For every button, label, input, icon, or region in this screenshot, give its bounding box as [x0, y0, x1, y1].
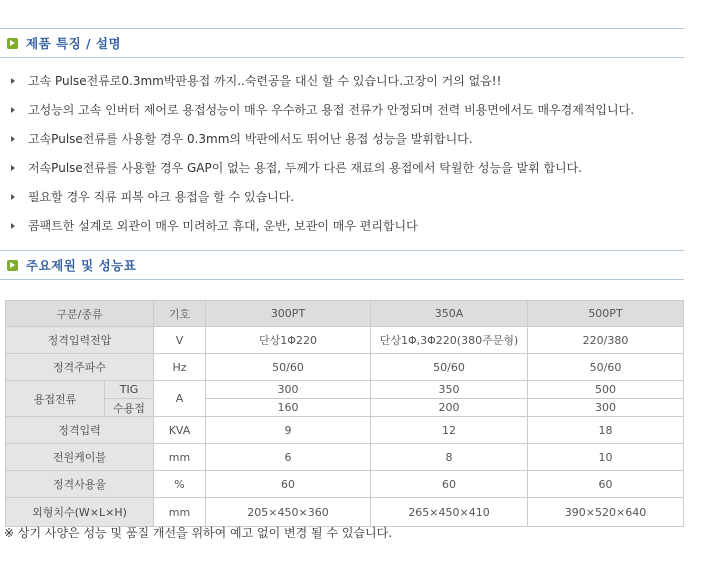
triangle-bullet-icon	[11, 165, 15, 171]
table-cell: 18	[528, 417, 684, 444]
table-row	[6, 381, 684, 399]
sub-row-label: 수용접	[105, 399, 154, 417]
row-symbol: A	[154, 381, 206, 417]
table-cell: 200	[371, 399, 528, 417]
row-label: 전원케이블	[6, 444, 154, 471]
feature-text: 저속Pulse전류를 사용할 경우 GAP이 없는 용접, 두께가 다른 재료의 용접에서 탁월한 성능을 발휘 합니다.	[28, 161, 583, 175]
table-cell: 12	[371, 417, 528, 444]
arrow-bullet-icon	[7, 38, 18, 49]
table-cell: 6	[206, 444, 371, 471]
header-model-350a: 350A	[371, 301, 528, 327]
row-symbol: mm	[154, 444, 206, 471]
table-cell: 단상1Φ,3Φ220(380주문형)	[371, 327, 528, 354]
table-cell: 단상1Φ220	[206, 327, 371, 354]
section-divider	[0, 279, 684, 280]
header-symbol: 기호	[154, 301, 206, 327]
triangle-bullet-icon	[11, 78, 15, 84]
spec-table	[5, 300, 684, 527]
table-cell: 50/60	[206, 354, 371, 381]
table-cell: 60	[206, 471, 371, 498]
row-symbol: KVA	[154, 417, 206, 444]
section-header-specs	[0, 251, 684, 279]
row-symbol: mm	[154, 498, 206, 527]
table-cell: 50/60	[371, 354, 528, 381]
row-label: 용접전류	[6, 381, 105, 417]
table-cell: 300	[206, 381, 371, 399]
section-title-features: 제품 특징 / 설명	[26, 36, 122, 51]
row-label: 정격주파수	[6, 354, 154, 381]
header-model-500pt: 500PT	[528, 301, 684, 327]
table-row	[6, 471, 684, 498]
row-label: 정격입력	[6, 417, 154, 444]
table-row	[6, 417, 684, 444]
table-cell: 500	[528, 381, 684, 399]
table-cell: 300	[528, 399, 684, 417]
row-symbol: %	[154, 471, 206, 498]
triangle-bullet-icon	[11, 194, 15, 200]
feature-text: 고속 Pulse전류로0.3mm박판용접 까지..숙련공을 대신 할 수 있습니다.고장이 거의 없음!!	[28, 74, 502, 88]
table-cell: 9	[206, 417, 371, 444]
table-cell: 390×520×640	[528, 498, 684, 527]
list-item	[0, 66, 684, 95]
header-category: 구분/종류	[6, 301, 154, 327]
list-item	[0, 182, 684, 211]
section-header-features	[0, 29, 684, 57]
table-row	[6, 354, 684, 381]
row-label: 정격사용율	[6, 471, 154, 498]
row-symbol: Hz	[154, 354, 206, 381]
table-cell: 205×450×360	[206, 498, 371, 527]
table-cell: 220/380	[528, 327, 684, 354]
table-cell: 60	[371, 471, 528, 498]
table-cell: 10	[528, 444, 684, 471]
section-divider	[0, 57, 684, 58]
feature-text: 콤팩트한 설계로 외관이 매우 미려하고 휴대, 운반, 보관이 매우 편리합니다	[28, 219, 418, 233]
triangle-bullet-icon	[11, 136, 15, 142]
section-title-specs: 주요제원 및 성능표	[26, 258, 137, 273]
table-cell: 265×450×410	[371, 498, 528, 527]
list-item	[0, 124, 684, 153]
table-cell: 60	[528, 471, 684, 498]
spec-change-note: ※ 상기 사양은 성능 및 품질 개선을 위하여 예고 없이 변경 될 수 있습니다.	[4, 526, 393, 540]
triangle-bullet-icon	[11, 107, 15, 113]
header-model-300pt: 300PT	[206, 301, 371, 327]
row-label: 정격입력전압	[6, 327, 154, 354]
table-header-row	[6, 301, 684, 327]
table-row	[6, 399, 684, 417]
feature-text: 필요할 경우 직류 피복 아크 용접을 할 수 있습니다.	[28, 190, 295, 204]
feature-text: 고성능의 고속 인버터 제어로 용접성능이 매우 우수하고 용접 전류가 안정되며 전력 비용면에서도 매우경제적입니다.	[28, 103, 635, 117]
row-label: 외형치수(W×L×H)	[6, 498, 154, 527]
triangle-bullet-icon	[11, 223, 15, 229]
list-item	[0, 95, 684, 124]
row-symbol: V	[154, 327, 206, 354]
table-cell: 160	[206, 399, 371, 417]
feature-list	[0, 66, 684, 240]
feature-text: 고속Pulse전류를 사용할 경우 0.3mm의 박판에서도 뛰어난 용접 성능을 발휘합니다.	[28, 132, 473, 146]
table-row	[6, 498, 684, 527]
list-item	[0, 153, 684, 182]
table-row	[6, 327, 684, 354]
table-cell: 50/60	[528, 354, 684, 381]
table-cell: 350	[371, 381, 528, 399]
sub-row-label: TIG	[105, 381, 154, 399]
arrow-bullet-icon	[7, 260, 18, 271]
table-row	[6, 444, 684, 471]
table-cell: 8	[371, 444, 528, 471]
list-item	[0, 211, 684, 240]
